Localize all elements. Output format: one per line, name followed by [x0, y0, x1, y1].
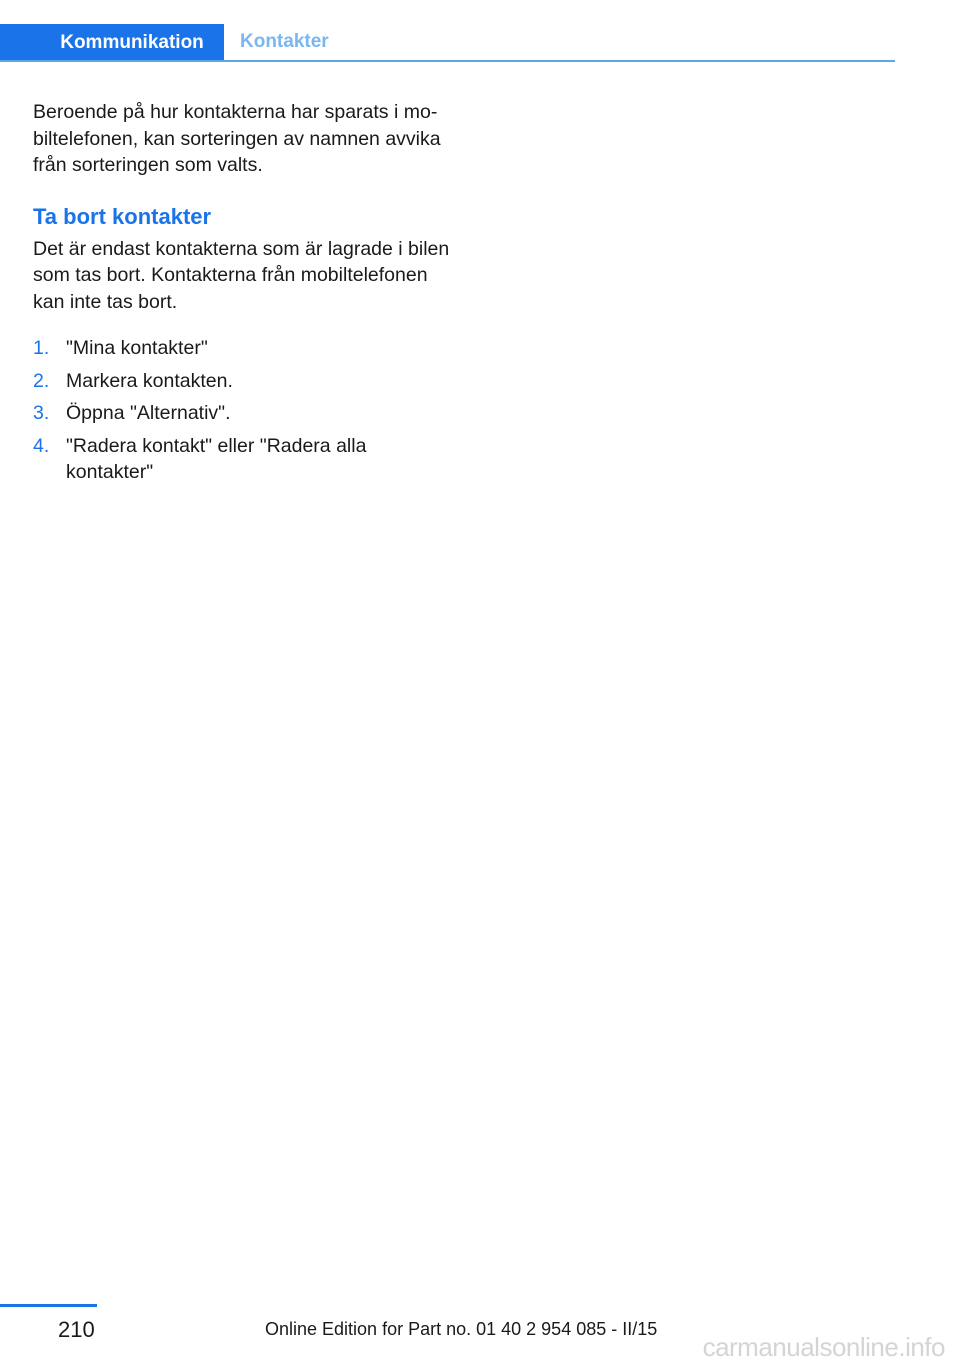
step-text: Markera kontakten.: [66, 369, 233, 392]
list-item: [33, 433, 451, 486]
intro-paragraph: Beroende på hur kontakterna har sparats i mobiltelefonen, kan sorteringen av namnen avvika från sorteringen som valts.: [33, 101, 441, 176]
body-paragraph: Det är endast kontakterna som är lagrade i bilen som tas bort. Kontakterna från mobiltelefonen kan inte tas bort.: [33, 237, 450, 313]
page-content: [33, 99, 451, 492]
header-rule: [0, 60, 895, 62]
section-header: [0, 24, 895, 62]
tab-kontakter[interactable]: Kontakter: [240, 31, 329, 52]
step-number: 4.: [33, 434, 50, 457]
steps-list: [33, 335, 451, 486]
watermark: carmanualsonline.info: [702, 1332, 945, 1362]
list-item: [33, 335, 451, 362]
footer-rule: [0, 1304, 97, 1307]
step-number: 1.: [33, 337, 50, 359]
step-number: 2.: [33, 369, 50, 392]
tab-kommunikation[interactable]: Kommunikation: [0, 24, 224, 62]
step-number: 3.: [33, 402, 50, 424]
step-text: "Radera kontakt" eller "Radera alla kontakter": [66, 434, 367, 483]
list-item: [33, 400, 451, 427]
step-text: Öppna "Alternativ".: [66, 402, 231, 424]
page-number: 210: [58, 1317, 95, 1342]
step-text: "Mina kontakter": [66, 337, 208, 359]
section-heading: Ta bort kontakter: [33, 203, 212, 229]
edition-text: Online Edition for Part no. 01 40 2 954 085 - II/15: [265, 1319, 658, 1339]
list-item: [33, 368, 451, 395]
